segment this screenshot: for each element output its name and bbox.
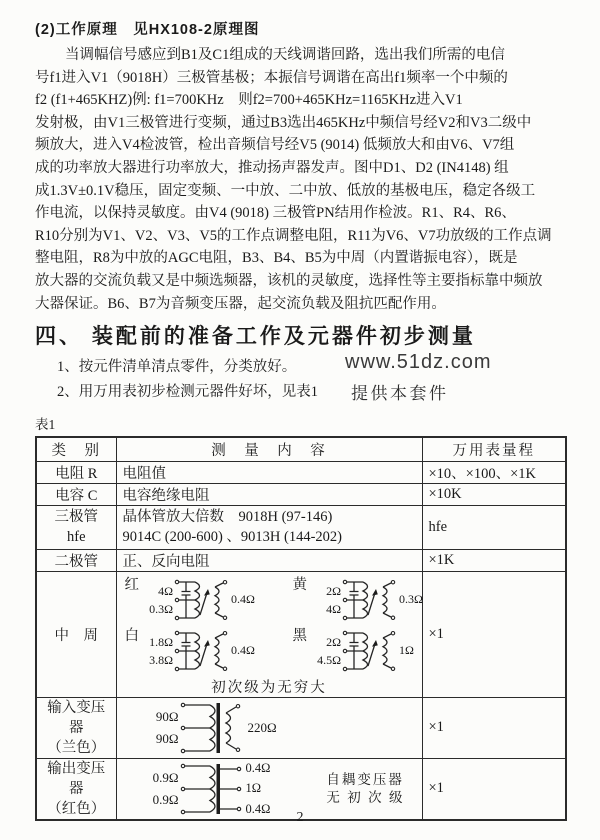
list-item-2 bbox=[35, 380, 570, 405]
primary-resistance: 0.9Ω bbox=[152, 770, 179, 786]
secondary-resistance: 220Ω bbox=[247, 719, 277, 735]
list-item-text: 2、用万用表初步检测元器件好坏，见表1 bbox=[57, 384, 318, 401]
if-transformer-white bbox=[125, 628, 293, 674]
primary-resistance: 3.8Ω bbox=[149, 652, 173, 667]
category-line: 输入变压器 bbox=[47, 699, 106, 736]
tap-resistance: 0.4Ω bbox=[245, 801, 271, 816]
if-transformer-diagrams bbox=[123, 572, 423, 674]
range-cell: ×1 bbox=[422, 571, 566, 697]
paragraph-line: 大器保证。B6、B7为音频变压器，起交流负载及阻抗匹配作用。 bbox=[35, 295, 446, 312]
content-cell bbox=[116, 697, 422, 758]
category-cell bbox=[36, 697, 116, 758]
content-cell: 正、反向电阻 bbox=[116, 549, 422, 571]
primary-resistance: 2Ω bbox=[326, 634, 341, 649]
category-line: （兰色） bbox=[47, 739, 106, 756]
secondary-resistance: 0.3Ω bbox=[399, 592, 423, 607]
category-line: 三极管 bbox=[54, 509, 98, 526]
category-cell: 电容 C bbox=[36, 483, 116, 505]
list-item-text: 1、按元件清单清点零件，分类放好。 bbox=[57, 359, 297, 376]
output-transformer-symbol bbox=[180, 760, 244, 818]
color-label: 黑 bbox=[292, 627, 307, 644]
if-transformer-symbol bbox=[174, 577, 230, 623]
category-cell: 电阻 R bbox=[36, 461, 116, 483]
header-range: 万用表量程 bbox=[422, 437, 566, 461]
content-cell: 电容绝缘电阻 bbox=[116, 483, 422, 505]
tap-resistance: 1Ω bbox=[245, 781, 262, 796]
paragraph-line: 频放大，进入V4检波管，检出音频信号经V5 (9014) 低频放大和由V6、V7组 bbox=[35, 137, 515, 154]
secondary-resistance: 0.4Ω bbox=[231, 592, 255, 607]
paragraph-line: 当调幅信号感应到B1及C1组成的天线调谐回路，选出我们所需的电信 bbox=[65, 47, 505, 63]
if-transformer-symbol bbox=[342, 577, 398, 623]
category-line: （红色） bbox=[47, 800, 106, 817]
content-cell bbox=[116, 571, 422, 697]
paragraph-line: 号f1进入V1（9018H）三极管基极；本振信号调谐在高出f1频率一个中频的 bbox=[35, 69, 508, 86]
primary-resistance: 90Ω bbox=[155, 709, 179, 725]
category-cell: 二极管 bbox=[36, 549, 116, 571]
if-transformer-symbol bbox=[174, 628, 230, 674]
watermark-slogan: 提供本套件 bbox=[351, 384, 449, 404]
paragraph-line: 发射极，由V1三极管进行变频，通过B3选出465KHz中频信号经V2和V3二级中 bbox=[35, 114, 532, 131]
primary-resistance: 0.3Ω bbox=[149, 601, 173, 616]
primary-resistance: 1.8Ω bbox=[149, 634, 173, 649]
table-row-resistor bbox=[36, 461, 566, 483]
if-transformer-red bbox=[125, 577, 293, 623]
color-label: 白 bbox=[124, 627, 139, 644]
paragraph-line: 放大器的交流负载又是中频选频器，该机的灵敏度，选择性等主要指标靠中频放 bbox=[35, 272, 543, 289]
page-number: 2 bbox=[296, 810, 304, 825]
primary-resistance: 0.9Ω bbox=[152, 792, 179, 808]
measurement-table bbox=[35, 436, 567, 821]
table-label: 表1 bbox=[35, 417, 56, 433]
autotransformer-note bbox=[326, 771, 404, 807]
input-transformer-diagram bbox=[123, 699, 416, 757]
table-row-if-transformer bbox=[36, 571, 566, 697]
paragraph-line: 整电阻，R8为中放的AGC电阻，B3、B4、B5为中周（内置谐振电容），既是 bbox=[35, 250, 518, 267]
primary-resistance: 4Ω bbox=[326, 601, 341, 616]
paragraph-line: 成的功率放大器进行功率放大，推动扬声器发声。图中D1、D2 (IN4148) 组 bbox=[35, 159, 509, 176]
paragraph-line: 作电流，以保持灵敏度。由V4 (9018) 三极管PN结用作检波。R1、R4、R6、 bbox=[35, 205, 516, 222]
if-transformer-yellow bbox=[293, 577, 423, 623]
table-row-capacitor bbox=[36, 483, 566, 505]
range-cell: ×10K bbox=[422, 483, 566, 505]
paragraph-line: 成1.3V±0.1V稳压，固定变频、一中放、二中放、低放的基极电压，稳定各级工 bbox=[35, 182, 536, 199]
output-transformer-diagram bbox=[123, 760, 416, 818]
primary-resistance: 90Ω bbox=[155, 731, 179, 747]
list-item-1 bbox=[35, 351, 570, 380]
watermark-url: www.51dz.com bbox=[345, 351, 492, 374]
note-line: 自耦变压器 bbox=[326, 771, 404, 787]
content-cell: 电阻值 bbox=[116, 461, 422, 483]
table-row-diode bbox=[36, 549, 566, 571]
range-cell: ×1K bbox=[422, 549, 566, 571]
subsection-title: (2)工作原理 见HX108-2原理图 bbox=[35, 22, 260, 38]
primary-resistance: 4.5Ω bbox=[317, 652, 341, 667]
range-cell: ×1 bbox=[422, 697, 566, 758]
primary-resistance: 2Ω bbox=[326, 583, 341, 598]
table-row-input-transformer bbox=[36, 697, 566, 758]
content-cell bbox=[116, 505, 422, 549]
if-transformer-caption: 初次级为无穷大 bbox=[211, 679, 327, 696]
input-transformer-symbol bbox=[180, 699, 246, 757]
category-line: hfe bbox=[66, 529, 86, 546]
range-cell: hfe bbox=[422, 505, 566, 549]
category-line: 输出变压器 bbox=[47, 760, 106, 797]
color-label: 红 bbox=[124, 576, 139, 593]
header-content: 测 量 内 容 bbox=[116, 437, 422, 461]
content-line: 晶体管放大倍数 9018H (97-146) bbox=[122, 509, 333, 526]
content-line: 9014C (200-600) 、9013H (144-202) bbox=[122, 529, 342, 546]
paragraph-line: R10分别为V1、V2、V3、V5的工作点调整电阻，R11为V6、V7功放级的工作点调 bbox=[35, 227, 552, 244]
secondary-resistance: 1Ω bbox=[399, 643, 414, 658]
paragraph-line: f2 (f1+465KHZ)例: f1=700KHz 则f2=700+465KHz=1165KHz进入V1 bbox=[35, 92, 463, 109]
color-label: 黄 bbox=[292, 576, 307, 593]
if-transformer-black bbox=[293, 628, 423, 674]
table-header-row bbox=[36, 437, 566, 461]
range-cell: ×1 bbox=[422, 758, 566, 820]
primary-resistance: 4Ω bbox=[158, 583, 173, 598]
secondary-resistance: 0.4Ω bbox=[231, 643, 255, 658]
category-cell bbox=[36, 505, 116, 549]
category-cell: 中 周 bbox=[36, 571, 116, 697]
principle-paragraph bbox=[35, 44, 570, 315]
tap-resistance: 0.4Ω bbox=[245, 760, 271, 775]
range-cell: ×10、×100、×1K bbox=[422, 461, 566, 483]
header-category: 类 别 bbox=[36, 437, 116, 461]
table-row-transistor bbox=[36, 505, 566, 549]
if-transformer-symbol bbox=[342, 628, 398, 674]
note-line: 无 初 次 级 bbox=[326, 789, 405, 805]
chapter-heading: 四、 装配前的准备工作及元器件初步测量 bbox=[35, 325, 476, 349]
